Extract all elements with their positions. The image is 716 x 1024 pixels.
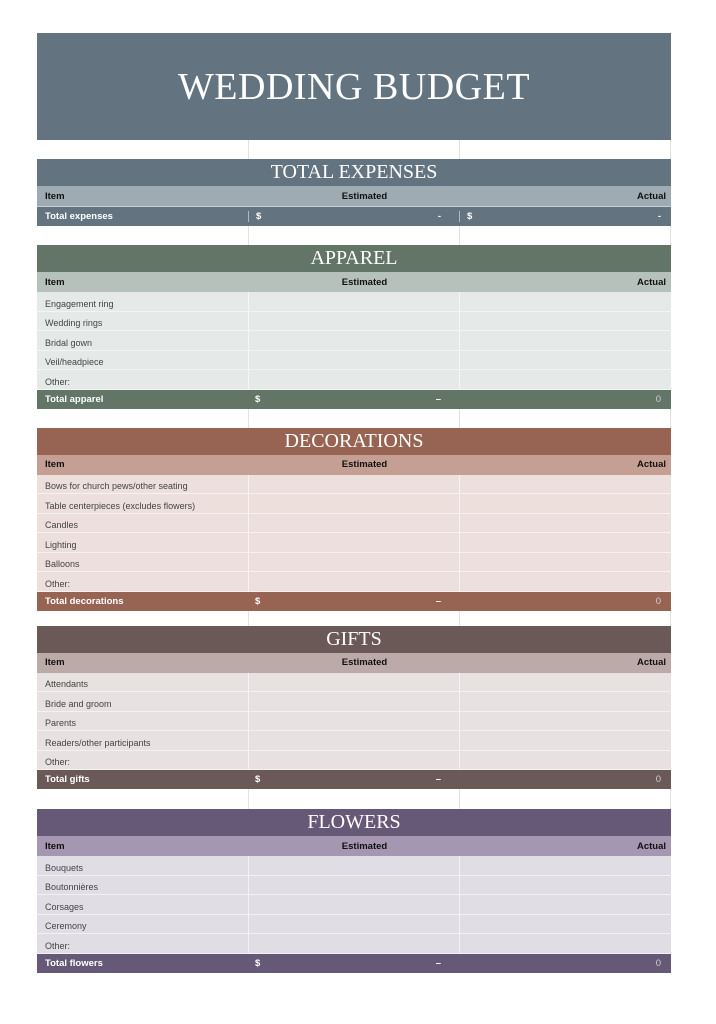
table-row — [37, 292, 671, 312]
item-cell[interactable]: Bride and groom — [45, 698, 112, 709]
actual-cell[interactable] — [459, 934, 671, 953]
item-cell[interactable]: Engagement ring — [45, 298, 114, 309]
actual-cell[interactable] — [459, 475, 671, 494]
actual-cell[interactable] — [459, 673, 671, 692]
estimated-cell[interactable] — [248, 494, 459, 513]
estimated-cell[interactable] — [248, 292, 459, 311]
total-row — [37, 770, 671, 789]
actual-cell[interactable] — [459, 494, 671, 513]
spacer-row — [37, 611, 671, 626]
total-actual-cell[interactable] — [459, 958, 671, 969]
currency-symbol: $ — [255, 595, 261, 607]
total-estimated-cell[interactable] — [248, 394, 459, 405]
table-row — [37, 370, 671, 390]
spacer-row — [37, 140, 671, 159]
table-row — [37, 751, 671, 771]
total-actual-cell[interactable] — [459, 394, 671, 405]
table-row — [37, 876, 671, 896]
section-title: GIFTS — [37, 626, 671, 653]
actual-cell[interactable] — [459, 572, 671, 591]
budget-sheet — [37, 33, 671, 973]
item-cell[interactable]: Wedding rings — [45, 318, 103, 328]
table-row — [37, 934, 671, 954]
column-header-row — [37, 653, 671, 673]
table-row — [37, 731, 671, 751]
total-estimated-value: – — [435, 774, 441, 785]
table-row — [37, 856, 671, 876]
item-cell[interactable]: Corsages — [45, 901, 84, 912]
item-cell[interactable]: Table centerpieces (excludes flowers) — [45, 500, 196, 511]
section-total-expenses — [37, 159, 671, 226]
estimated-cell[interactable] — [248, 370, 459, 389]
column-header-actual: Actual — [636, 276, 666, 288]
total-actual-value: 0 — [655, 957, 661, 969]
column-header-estimated: Estimated — [341, 190, 388, 202]
estimated-cell[interactable] — [248, 312, 459, 331]
total-row — [37, 206, 671, 226]
actual-cell[interactable] — [459, 751, 671, 770]
table-row — [37, 331, 671, 351]
total-estimated-cell[interactable] — [248, 774, 459, 785]
total-label: Total expenses — [45, 211, 113, 222]
table-row — [37, 572, 671, 592]
actual-cell[interactable] — [459, 533, 671, 552]
column-header-actual: Actual — [636, 190, 666, 202]
total-estimated-cell[interactable] — [248, 211, 459, 222]
total-actual-cell[interactable] — [459, 211, 671, 222]
item-cell[interactable]: Balloons — [45, 559, 80, 569]
item-cell[interactable]: Candles — [45, 520, 79, 530]
item-cell[interactable]: Other: — [45, 757, 71, 767]
section-title: DECORATIONS — [37, 428, 671, 455]
spacer-row — [37, 226, 671, 245]
table-row — [37, 312, 671, 332]
estimated-cell[interactable] — [248, 895, 459, 914]
column-header-item: Item — [45, 190, 65, 202]
total-actual-value: 0 — [655, 774, 661, 785]
total-estimated-value: - — [437, 211, 441, 222]
table-row — [37, 533, 671, 553]
item-cell[interactable]: Other: — [45, 578, 71, 589]
table-row — [37, 475, 671, 495]
page-title: WEDDING BUDGET — [37, 33, 671, 140]
estimated-cell[interactable] — [248, 692, 459, 711]
actual-cell[interactable] — [459, 351, 671, 370]
total-row — [37, 390, 671, 409]
column-header-row — [37, 836, 671, 856]
section-title: APPAREL — [37, 245, 671, 272]
actual-cell[interactable] — [459, 514, 671, 533]
total-label: Total gifts — [45, 774, 90, 785]
total-actual-value: 0 — [655, 393, 661, 405]
column-header-row — [37, 186, 671, 206]
estimated-cell[interactable] — [248, 876, 459, 895]
item-cell[interactable]: Bridal gown — [45, 337, 93, 348]
section-gifts — [37, 626, 671, 790]
total-label: Total apparel — [45, 393, 104, 405]
currency-symbol: $ — [255, 774, 261, 785]
table-row — [37, 692, 671, 712]
estimated-cell[interactable] — [248, 731, 459, 750]
spacer-row — [37, 789, 671, 809]
estimated-cell[interactable] — [248, 856, 459, 875]
actual-cell[interactable] — [459, 895, 671, 914]
actual-cell[interactable] — [459, 712, 671, 731]
total-row — [37, 954, 671, 973]
table-row — [37, 712, 671, 732]
actual-cell[interactable] — [459, 915, 671, 934]
table-row — [37, 514, 671, 534]
actual-cell[interactable] — [459, 331, 671, 350]
spacer-row — [37, 409, 671, 428]
column-header-row — [37, 455, 671, 475]
item-cell[interactable]: Other: — [45, 940, 71, 951]
column-header-actual: Actual — [636, 657, 666, 668]
table-row — [37, 553, 671, 573]
table-row — [37, 494, 671, 514]
column-header-actual: Actual — [636, 459, 666, 470]
actual-cell[interactable] — [459, 876, 671, 895]
currency-symbol: $ — [256, 211, 262, 222]
item-cell[interactable]: Readers/other participants — [45, 737, 151, 748]
column-header-item: Item — [45, 276, 65, 288]
table-row — [37, 895, 671, 915]
estimated-cell[interactable] — [248, 331, 459, 350]
total-actual-cell[interactable] — [459, 596, 671, 607]
total-estimated-cell[interactable] — [248, 596, 459, 607]
table-row — [37, 351, 671, 371]
estimated-cell[interactable] — [248, 475, 459, 494]
estimated-cell[interactable] — [248, 514, 459, 533]
table-row — [37, 673, 671, 693]
estimated-cell[interactable] — [248, 915, 459, 934]
estimated-cell[interactable] — [248, 553, 459, 572]
column-header-item: Item — [45, 840, 65, 852]
section-title: FLOWERS — [37, 809, 671, 836]
item-cell[interactable]: Attendants — [45, 679, 89, 689]
estimated-cell[interactable] — [248, 934, 459, 953]
section-title: TOTAL EXPENSES — [37, 159, 671, 186]
estimated-cell[interactable] — [248, 712, 459, 731]
currency-symbol: $ — [255, 393, 261, 405]
actual-cell[interactable] — [459, 731, 671, 750]
table-row — [37, 915, 671, 935]
item-cell[interactable]: Parents — [45, 718, 77, 728]
total-label: Total flowers — [45, 957, 103, 969]
section-flowers — [37, 809, 671, 973]
total-row — [37, 592, 671, 611]
total-actual-cell[interactable] — [459, 774, 671, 785]
total-actual-value: 0 — [655, 595, 661, 607]
item-cell[interactable]: Bows for church pews/other seating — [45, 481, 188, 491]
column-header-estimated: Estimated — [341, 657, 388, 668]
total-label: Total decorations — [45, 595, 124, 607]
column-header-estimated: Estimated — [341, 459, 388, 470]
currency-symbol: $ — [255, 957, 261, 969]
section-decorations — [37, 428, 671, 611]
column-header-item: Item — [45, 657, 65, 668]
column-header-estimated: Estimated — [341, 840, 388, 852]
item-cell[interactable]: Bouquets — [45, 862, 84, 873]
column-header-estimated: Estimated — [341, 276, 388, 288]
currency-symbol: $ — [467, 211, 473, 222]
estimated-cell[interactable] — [248, 351, 459, 370]
item-cell[interactable]: Boutonnières — [45, 882, 99, 892]
item-cell[interactable]: Lighting — [45, 539, 77, 550]
estimated-cell[interactable] — [248, 751, 459, 770]
estimated-cell[interactable] — [248, 533, 459, 552]
total-estimated-value: – — [435, 957, 441, 969]
item-cell[interactable]: Veil/headpiece — [45, 357, 104, 367]
total-estimated-cell[interactable] — [248, 958, 459, 969]
estimated-cell[interactable] — [248, 673, 459, 692]
section-apparel — [37, 245, 671, 409]
estimated-cell[interactable] — [248, 572, 459, 591]
actual-cell[interactable] — [459, 553, 671, 572]
actual-cell[interactable] — [459, 292, 671, 311]
column-header-row — [37, 272, 671, 292]
total-actual-value: - — [657, 211, 661, 222]
column-header-actual: Actual — [636, 840, 666, 852]
item-cell[interactable]: Ceremony — [45, 921, 87, 931]
total-estimated-value: – — [435, 393, 441, 405]
actual-cell[interactable] — [459, 692, 671, 711]
item-cell[interactable]: Other: — [45, 376, 71, 387]
actual-cell[interactable] — [459, 312, 671, 331]
column-header-item: Item — [45, 459, 65, 470]
actual-cell[interactable] — [459, 370, 671, 389]
total-estimated-value: – — [435, 595, 441, 607]
actual-cell[interactable] — [459, 856, 671, 875]
